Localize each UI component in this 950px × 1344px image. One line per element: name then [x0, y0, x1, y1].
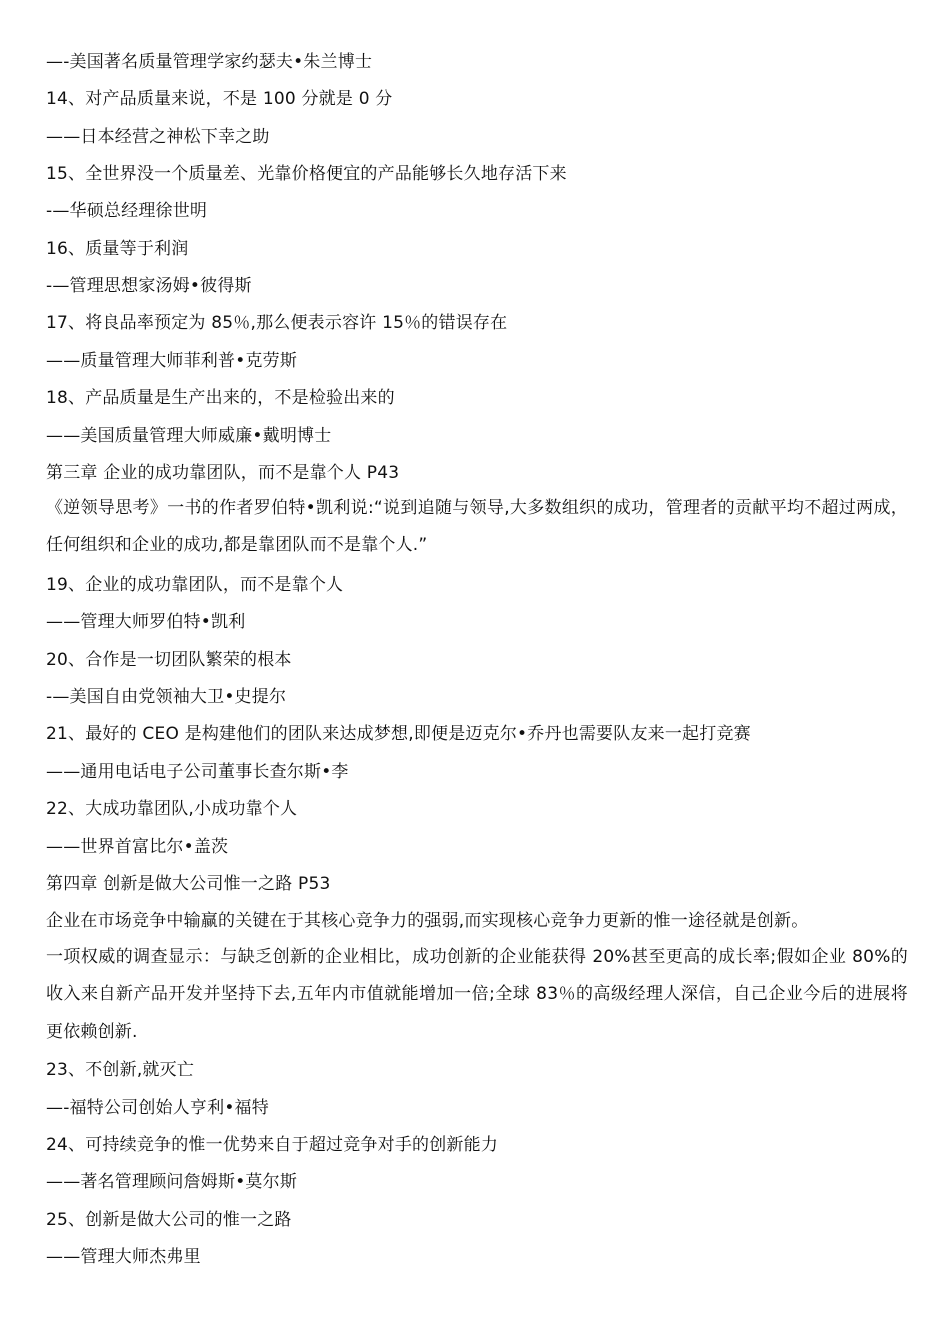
- quote-item: 24、可持续竞争的惟一优势来自于超过竞争对手的创新能力: [46, 1135, 499, 1155]
- quote-item: 15、全世界没一个质量差、光靠价格便宜的产品能够长久地存活下来: [46, 164, 567, 184]
- quote-item: 22、大成功靠团队,小成功靠个人: [46, 799, 298, 819]
- quote-item: 16、质量等于利润: [46, 239, 189, 259]
- intro-paragraph: 企业在市场竞争中输赢的关键在于其核心竞争力的强弱,而实现核心竞争力更新的惟一途径就是创新。: [46, 911, 809, 931]
- quote-item: 23、不创新,就灭亡: [46, 1060, 195, 1080]
- intro-paragraph: 一项权威的调查显示：与缺乏创新的企业相比，成功创新的企业能获得 20%甚至更高的成长率;假如企业 80%的收入来自新产品开发并坚持下去,五年内市值就能增加一倍;全球 83％的高级经理人深信，自己企业今后的进展将更依赖创新.: [46, 947, 908, 1042]
- quote-item: 18、产品质量是生产出来的，不是检验出来的: [46, 388, 395, 408]
- quote-item: 19、企业的成功靠团队，而不是靠个人: [46, 575, 344, 595]
- quote-attribution: -—华硕总经理徐世明: [46, 201, 208, 221]
- quote-item: 20、合作是一切团队繁荣的根本: [46, 650, 292, 670]
- quote-item: 25、创新是做大公司的惟一之路: [46, 1210, 292, 1230]
- quote-attribution: ——通用电话电子公司董事长查尔斯•李: [46, 762, 349, 782]
- quote-attribution: ——日本经营之神松下幸之助: [46, 127, 270, 147]
- chapter-heading: 第四章 创新是做大公司惟一之路 P53: [46, 874, 331, 894]
- quote-attribution: ——世界首富比尔•盖茨: [46, 837, 229, 857]
- quote-attribution: -—美国自由党领袖大卫•史提尔: [46, 687, 287, 707]
- quote-attribution: —-美国著名质量管理学家约瑟夫•朱兰博士: [46, 52, 373, 72]
- intro-paragraph: 《逆领导思考》一书的作者罗伯特•凯利说:“说到追随与领导,大多数组织的成功，管理者的贡献平均不超过两成，任何组织和企业的成功,都是靠团队而不是靠个人.”: [46, 498, 908, 556]
- quote-attribution: ——管理大师杰弗里: [46, 1247, 201, 1267]
- quote-item: 17、将良品率预定为 85％,那么便表示容许 15％的错误存在: [46, 313, 508, 333]
- quote-attribution: -—管理思想家汤姆•彼得斯: [46, 276, 252, 296]
- quote-attribution: ——著名管理顾问詹姆斯•莫尔斯: [46, 1172, 298, 1192]
- quote-item: 14、对产品质量来说，不是 100 分就是 0 分: [46, 89, 393, 109]
- quote-attribution: ——管理大师罗伯特•凯利: [46, 612, 246, 632]
- quote-attribution: —-福特公司创始人亨利•福特: [46, 1098, 269, 1118]
- chapter-heading: 第三章 企业的成功靠团队，而不是靠个人 P43: [46, 463, 400, 483]
- quote-item: 21、最好的 CEO 是构建他们的团队来达成梦想,即便是迈克尔•乔丹也需要队友来一起打竞赛: [46, 724, 751, 744]
- quote-attribution: ——质量管理大师菲利普•克劳斯: [46, 351, 298, 371]
- quote-attribution: ——美国质量管理大师威廉•戴明博士: [46, 426, 332, 446]
